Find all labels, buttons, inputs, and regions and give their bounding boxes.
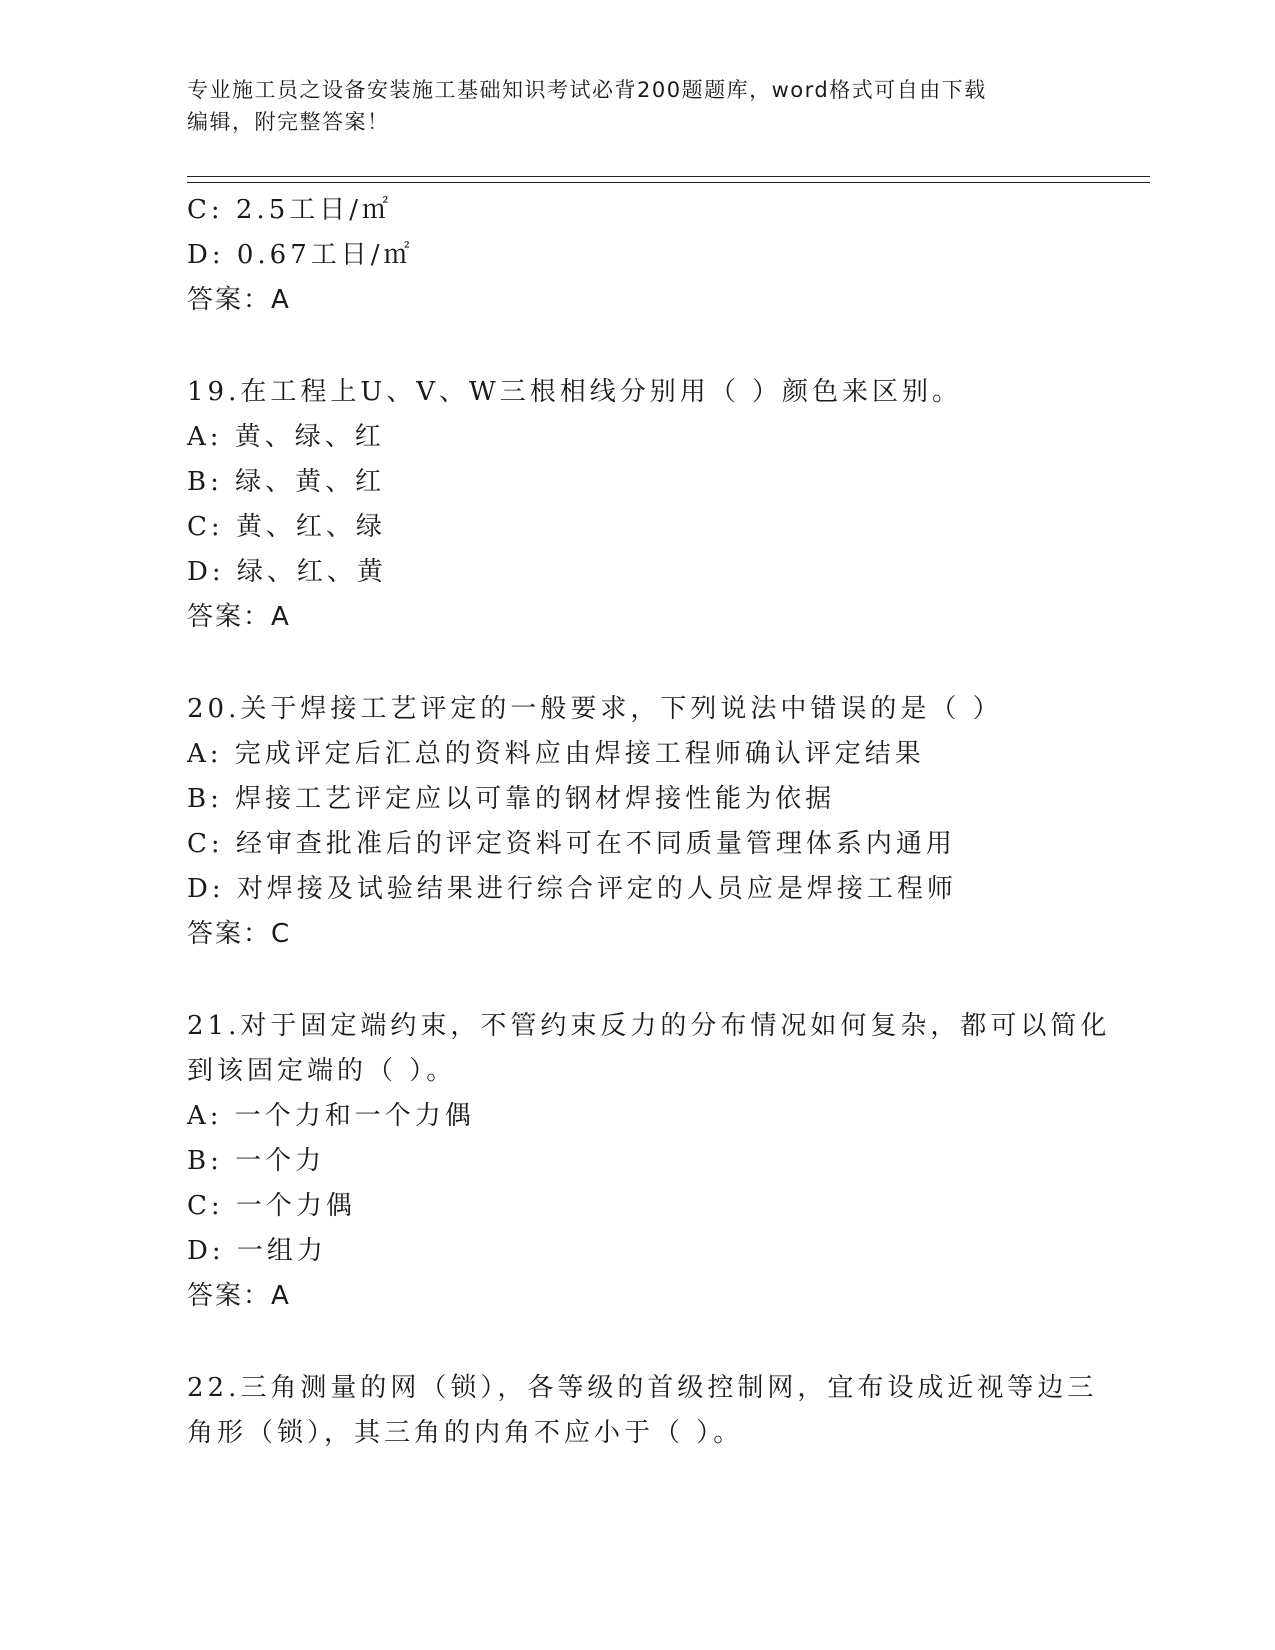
option-c: C: 黄、红、绿 xyxy=(187,512,386,542)
page-header xyxy=(187,74,1067,138)
question-stem-line-1: 21.对于固定端约束，不管约束反力的分布情况如何复杂，都可以简化 xyxy=(187,1011,1111,1041)
option-b: B: 绿、黄、红 xyxy=(187,467,386,497)
option-b: B: 一个力 xyxy=(187,1146,326,1176)
question-stem: 19.在工程上U、V、W三根相线分别用（ ）颜色来区别。 xyxy=(187,377,963,407)
option-c: C: 2.5工日/㎡ xyxy=(187,195,393,225)
option-d: D: 绿、红、黄 xyxy=(187,557,387,587)
answer: 答案：C xyxy=(187,919,292,949)
question-22 xyxy=(187,1366,1098,1456)
option-c: C: 一个力偶 xyxy=(187,1191,356,1221)
question-list xyxy=(187,188,1111,1456)
option-c: C: 经审查批准后的评定资料可在不同质量管理体系内通用 xyxy=(187,829,956,859)
answer: 答案：A xyxy=(187,285,291,315)
header-line-1: 专业施工员之设备安装施工基础知识考试必背200题题库，word格式可自由下载 xyxy=(187,78,987,102)
option-d: D: 对焊接及试验结果进行综合评定的人员应是焊接工程师 xyxy=(187,874,957,904)
option-d: D: 一组力 xyxy=(187,1236,327,1266)
question-stem: 20.关于焊接工艺评定的一般要求，下列说法中错误的是（ ） xyxy=(187,694,1003,724)
question-20 xyxy=(187,687,1087,957)
question-stem-line-1: 22.三角测量的网（锁），各等级的首级控制网，宜布设成近视等边三 xyxy=(187,1373,1098,1403)
option-d: D: 0.67工日/㎡ xyxy=(187,240,414,270)
header-divider-top xyxy=(187,176,1150,177)
question-21 xyxy=(187,1004,1111,1319)
answer: 答案：A xyxy=(187,1281,291,1311)
answer: 答案：A xyxy=(187,602,291,632)
question-stem-line-2: 到该固定端的（ ）。 xyxy=(187,1056,457,1086)
header-divider-bottom xyxy=(187,182,1150,183)
question-stem-line-2: 角形（锁），其三角的内角不应小于（ ）。 xyxy=(187,1418,744,1448)
option-b: B: 焊接工艺评定应以可靠的钢材焊接性能为依据 xyxy=(187,784,836,814)
header-line-2: 编辑，附完整答案！ xyxy=(187,110,390,134)
option-a: A: 完成评定后汇总的资料应由焊接工程师确认评定结果 xyxy=(187,739,925,769)
option-a: A: 一个力和一个力偶 xyxy=(187,1101,475,1131)
option-a: A: 黄、绿、红 xyxy=(187,422,385,452)
question-18-tail xyxy=(187,188,1087,323)
question-19 xyxy=(187,370,1087,640)
